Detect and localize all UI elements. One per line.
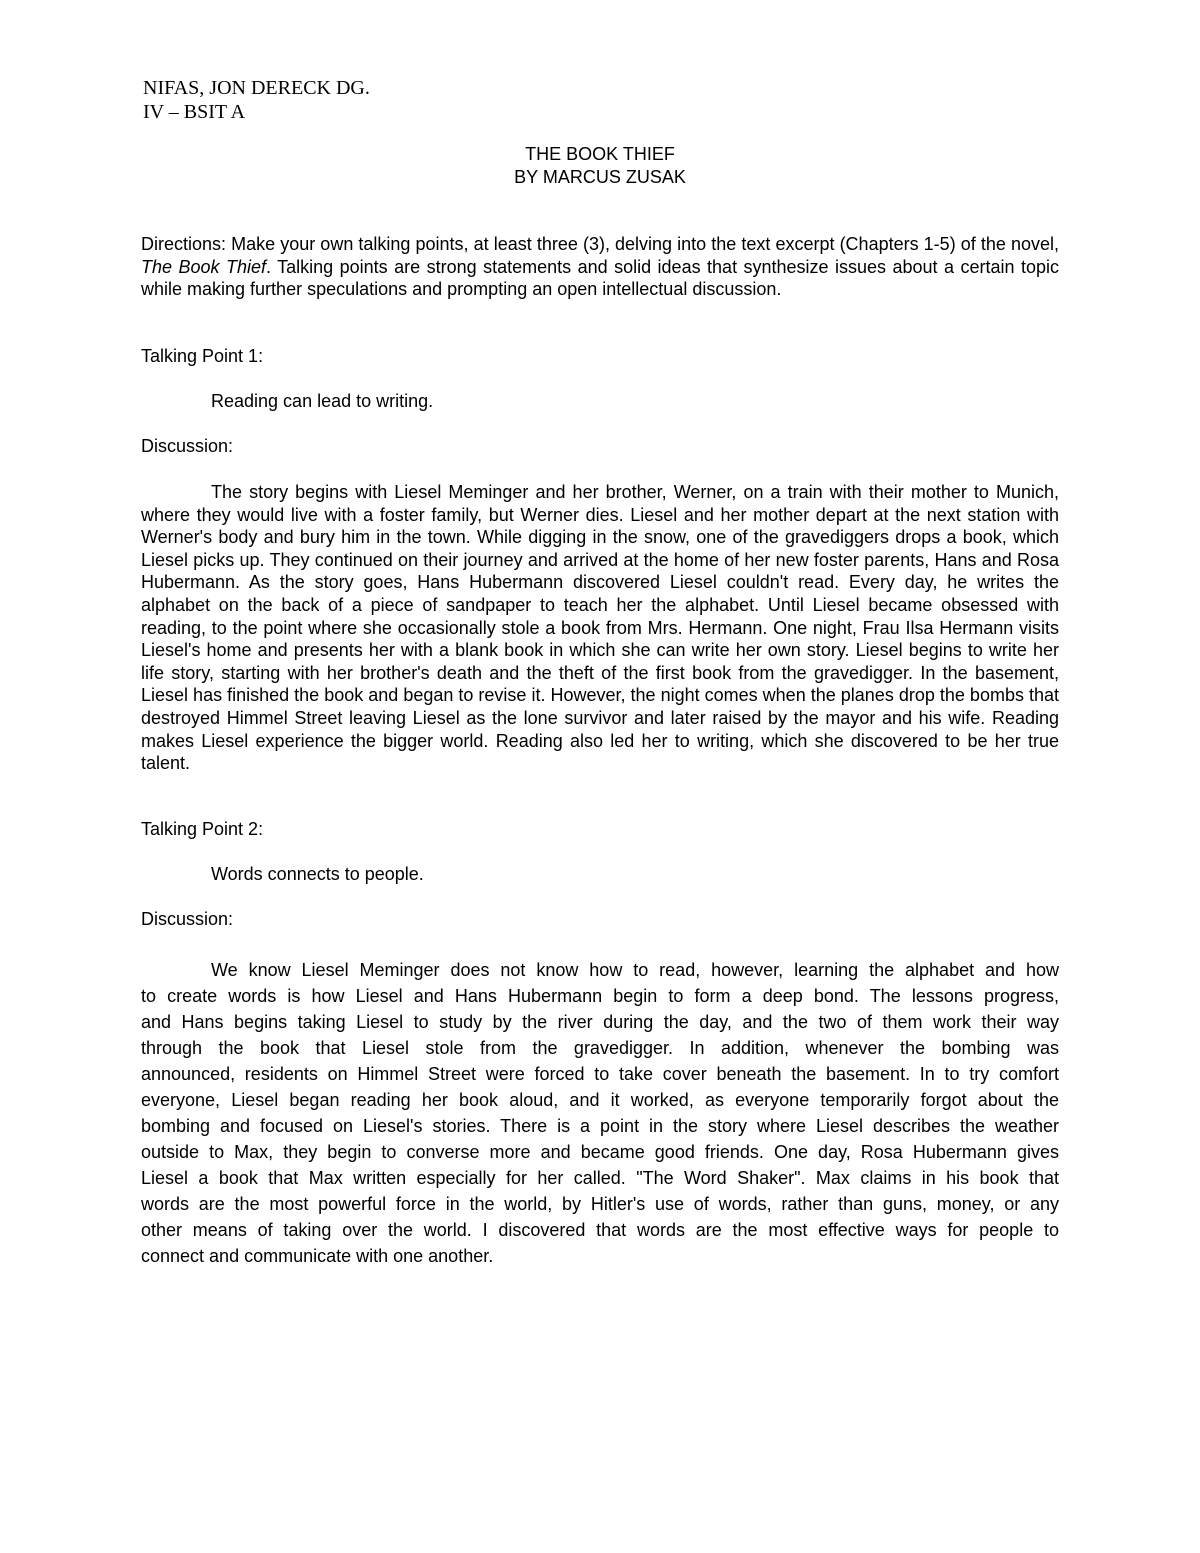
discussion-2-line: We know Liesel Meminger does not know how to read, however, learning the alphabet and how: [211, 960, 1059, 980]
directions-book-title: The Book Thief: [141, 256, 266, 277]
discussion-2-line: to create words is how Liesel and Hans Hubermann begin to form a deep bond. The lessons progress,: [141, 986, 1059, 1006]
discussion-2-line: connect and communicate with one another.: [141, 1246, 494, 1266]
discussion-2-label: Discussion:: [141, 909, 234, 929]
document-author: BY MARCUS ZUSAK: [514, 167, 686, 187]
talking-point-1-label: Talking Point 1:: [141, 346, 264, 366]
talking-point-1-statement: Reading can lead to writing.: [211, 391, 434, 411]
discussion-1-text: The story begins with Liesel Meminger and her brother, Werner, on a train with their mother to Munich, where they would live with a foster family, but Werner dies. Liesel and her mother depart at the next station with Werner's body and bury him in the town. While digging in the snow, one of the gravediggers drops a book, which Liesel picks up. They continued on their journey and arrived at the home of her new foster parents, Hans and Rosa Hubermann. As the story goes, Hans Hubermann discovered Liesel couldn't read. Every day, he writes the alphabet on the back of a piece of sandpaper to teach her the alphabet. Until Liesel became obsessed with reading, to the point where she occasionally stole a book from Mrs. Hermann. One night, Frau Ilsa Hermann visits Liesel's home and presents her with a blank book in which she can write her own story. Liesel begins to write her life story, starting with her brother's death and the theft of the first book from the gravedigger. In the basement, Liesel has finished the book and began to revise it. However, the night comes when the planes drop the bombs that destroyed Himmel Street leaving Liesel as the lone survivor and later raised by the mayor and his wife. Reading makes Liesel experience the bigger world. Reading also led her to writing, which she discovered to be her true talent.: [141, 482, 1059, 774]
discussion-2-line: announced, residents on Himmel Street were forced to take cover beneath the basement. In to try comfort: [141, 1064, 1059, 1084]
talking-point-2-statement: Words connects to people.: [211, 864, 424, 884]
discussion-2-line: words are the most powerful force in the world, by Hitler's use of words, rather than guns, money, or any: [141, 1194, 1059, 1214]
directions-paragraph: [141, 233, 1059, 301]
document-title: THE BOOK THIEF: [525, 144, 675, 164]
discussion-2-line: and Hans begins taking Liesel to study by the river during the day, and the two of them work their way: [141, 1012, 1059, 1032]
student-name: NIFAS, JON DERECK DG.: [143, 77, 370, 99]
discussion-2-text: [141, 957, 1059, 1269]
discussion-2-line: Liesel a book that Max written especially for her called. "The Word Shaker". Max claims in his book that: [141, 1168, 1059, 1188]
talking-point-2-label: Talking Point 2:: [141, 819, 264, 839]
student-section: IV – BSIT A: [143, 101, 246, 123]
discussion-2-line: other means of taking over the world. I discovered that words are the most effective ways for people to: [141, 1220, 1059, 1240]
discussion-1-label: Discussion:: [141, 436, 234, 456]
discussion-2-line: through the book that Liesel stole from the gravedigger. In addition, whenever the bombing was: [141, 1038, 1059, 1058]
discussion-2-line: everyone, Liesel began reading her book aloud, and it worked, as everyone temporarily forgot about the: [141, 1090, 1059, 1110]
discussion-2-line: outside to Max, they begin to converse more and became good friends. One day, Rosa Hubermann gives: [141, 1142, 1059, 1162]
directions-text-end: . Talking points are strong statements and solid ideas that synthesize issues about a certain topic while making further speculations and prompting an open intellectual discussion.: [141, 256, 1059, 300]
directions-text-start: Directions: Make your own talking points, at least three (3), delving into the text excerpt (Chapters 1-5) of the novel,: [141, 234, 1059, 254]
discussion-2-line: bombing and focused on Liesel's stories. There is a point in the story where Liesel describes the weather: [141, 1116, 1059, 1136]
